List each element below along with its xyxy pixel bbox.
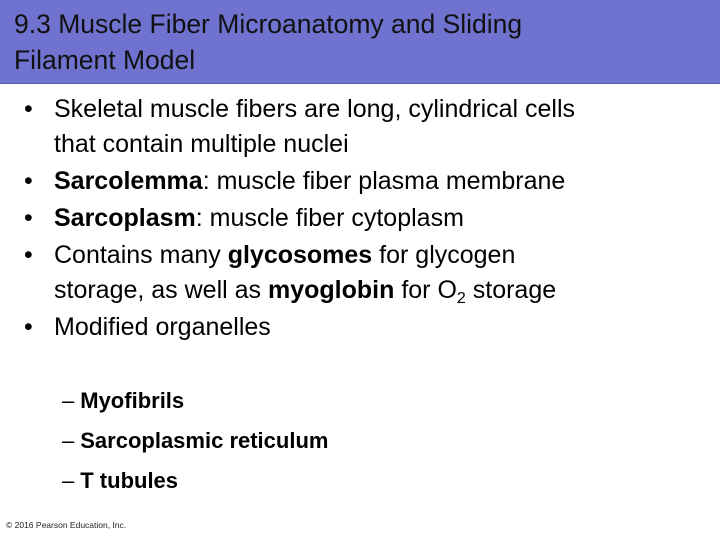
bullet-text: storage	[465, 276, 557, 304]
bullet-item-sarcoplasm	[24, 201, 714, 236]
term-sarcolemma: Sarcolemma	[54, 167, 203, 195]
bullet-item-sarcolemma	[24, 164, 714, 199]
sub-bullet-marker: –	[62, 428, 75, 453]
bullet-marker: •	[24, 95, 33, 123]
bullet-item-modified-organelles	[24, 310, 714, 345]
bullet-text: for O	[394, 276, 457, 304]
bullet-list	[24, 92, 714, 347]
bullet-text-continued: storage, as well as	[54, 276, 268, 304]
bullet-marker: •	[24, 241, 33, 269]
sub-bullet-marker: –	[62, 468, 75, 493]
bullet-marker: •	[24, 313, 33, 341]
bullet-text: : muscle fiber cytoplasm	[195, 204, 464, 232]
bullet-marker: •	[24, 167, 33, 195]
sub-bullet-list	[62, 381, 328, 501]
bullet-text: for glycogen	[372, 241, 516, 269]
bullet-text: Skeletal muscle fibers are long, cylindrical cells	[54, 95, 576, 123]
slide-title-line-2: Filament Model	[14, 45, 196, 75]
sub-item-t-tubules	[62, 461, 328, 501]
bullet-item-skeletal-fibers	[24, 92, 714, 162]
sub-bullet-marker: –	[62, 388, 75, 413]
slide-title-line-1: 9.3 Muscle Fiber Microanatomy and Sliding	[14, 9, 523, 39]
bullet-item-glycosomes	[24, 238, 714, 308]
bullet-text-continued: that contain multiple nuclei	[54, 130, 349, 158]
sub-item-label: Sarcoplasmic reticulum	[80, 428, 329, 453]
sub-item-sarcoplasmic-reticulum	[62, 421, 328, 461]
term-myoglobin: myoglobin	[268, 276, 395, 304]
sub-item-label: Myofibrils	[80, 388, 185, 413]
term-sarcoplasm: Sarcoplasm	[54, 204, 196, 232]
title-bar	[0, 0, 720, 84]
bullet-text: Contains many	[54, 241, 228, 269]
bullet-text: : muscle fiber plasma membrane	[202, 167, 566, 195]
subscript-2: 2	[456, 290, 466, 307]
copyright-notice: © 2016 Pearson Education, Inc.	[6, 520, 127, 530]
bullet-text: Modified organelles	[54, 313, 271, 341]
term-glycosomes: glycosomes	[227, 241, 373, 269]
sub-item-myofibrils	[62, 381, 328, 421]
sub-item-label: T tubules	[80, 468, 179, 493]
bullet-marker: •	[24, 204, 33, 232]
